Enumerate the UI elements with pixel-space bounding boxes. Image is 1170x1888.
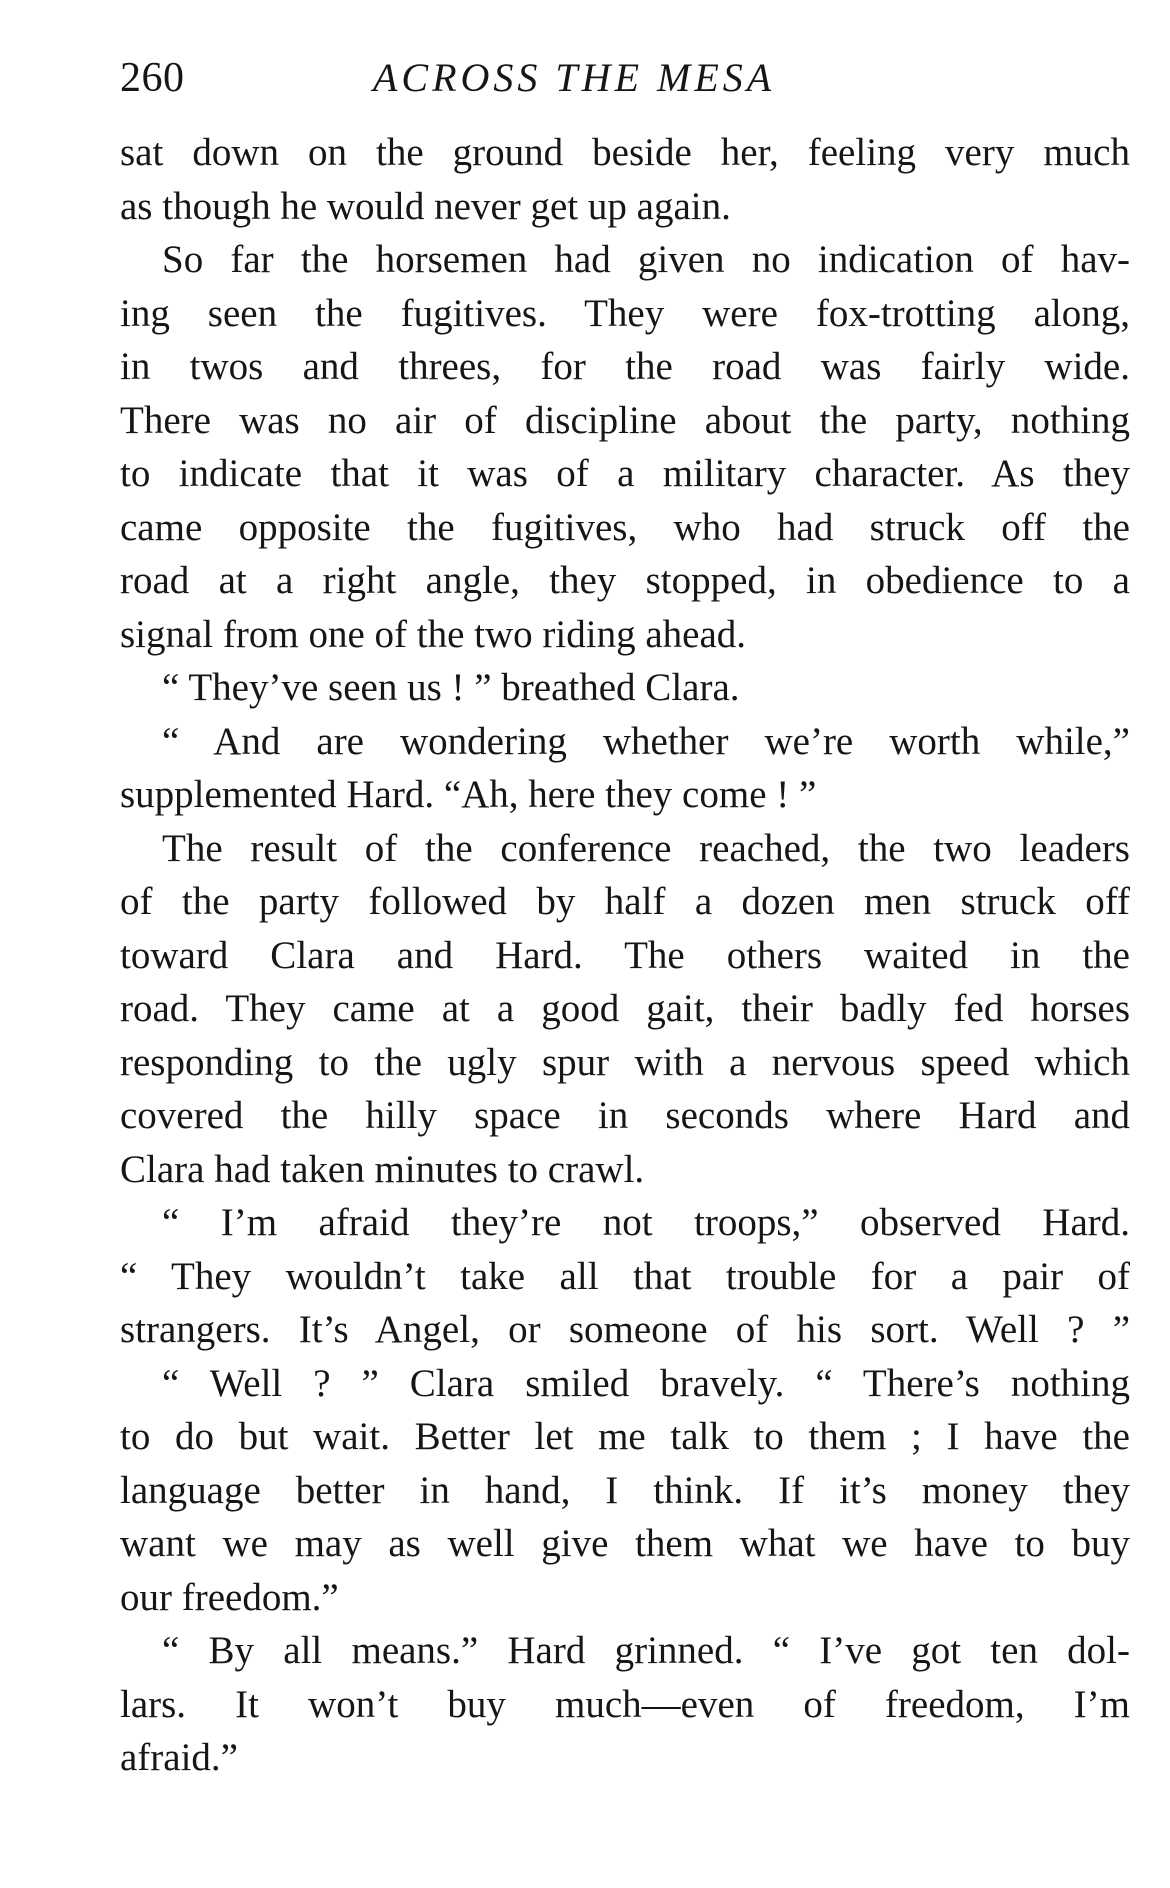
text-line: road. They came at a good gait, their badly fed horses — [120, 987, 1130, 1030]
running-head-title: ACROSS THE MESA — [373, 55, 776, 100]
text-line: strangers. It’s Angel, or someone of his sort. Well ? ” — [120, 1308, 1130, 1351]
text-line: of the party followed by half a dozen men struck off — [120, 880, 1130, 923]
text-line: “ I’m afraid they’re not troops,” observed Hard. — [162, 1201, 1130, 1244]
text-line: “ They’ve seen us ! ” breathed Clara. — [162, 666, 740, 709]
text-line: toward Clara and Hard. The others waited in the — [120, 933, 1130, 977]
text-line: sat down on the ground beside her, feeling very much — [120, 131, 1130, 174]
text-line: in twos and threes, for the road was fairly wide. — [120, 345, 1130, 388]
text-line: covered the hilly space in seconds where Hard and — [120, 1094, 1130, 1137]
text-line: So far the horsemen had given no indication of hav- — [162, 238, 1130, 281]
text-line: road at a right angle, they stopped, in obedience to a — [120, 559, 1130, 602]
text-line: to indicate that it was of a military character. As they — [120, 452, 1130, 495]
text-line: “ They wouldn’t take all that trouble for a pair of — [120, 1254, 1130, 1298]
text-line: to do but wait. Better let me talk to them ; I have the — [120, 1415, 1130, 1458]
text-line: supplemented Hard. “Ah, here they come ! ” — [120, 773, 817, 816]
body-text — [120, 126, 1130, 1785]
text-line: The result of the conference reached, the two leaders — [162, 826, 1130, 870]
text-line: There was no air of discipline about the party, nothing — [120, 398, 1130, 442]
text-line: “ Well ? ” Clara smiled bravely. “ There’s nothing — [162, 1361, 1130, 1405]
text-line: want we may as well give them what we have to buy — [120, 1522, 1130, 1565]
text-line: our freedom.” — [120, 1575, 339, 1619]
page-header — [120, 48, 1130, 108]
text-line: ing seen the fugitives. They were fox-trotting along, — [120, 291, 1130, 335]
text-line: lars. It won’t buy much—even of freedom, I’m — [120, 1682, 1130, 1726]
text-line: as though he would never get up again. — [120, 184, 731, 228]
text-line: signal from one of the two riding ahead. — [120, 612, 746, 656]
page-number: 260 — [120, 55, 185, 101]
text-line: language better in hand, I think. If it’s money they — [120, 1468, 1130, 1512]
text-line: responding to the ugly spur with a nervous speed which — [120, 1040, 1130, 1084]
text-line: “ And are wondering whether we’re worth while,” — [162, 719, 1130, 763]
text-line: “ By all means.” Hard grinned. “ I’ve got ten dol- — [162, 1629, 1130, 1672]
text-line: afraid.” — [120, 1736, 238, 1779]
text-line: came opposite the fugitives, who had struck off the — [120, 505, 1130, 549]
text-line: Clara had taken minutes to crawl. — [120, 1147, 645, 1191]
